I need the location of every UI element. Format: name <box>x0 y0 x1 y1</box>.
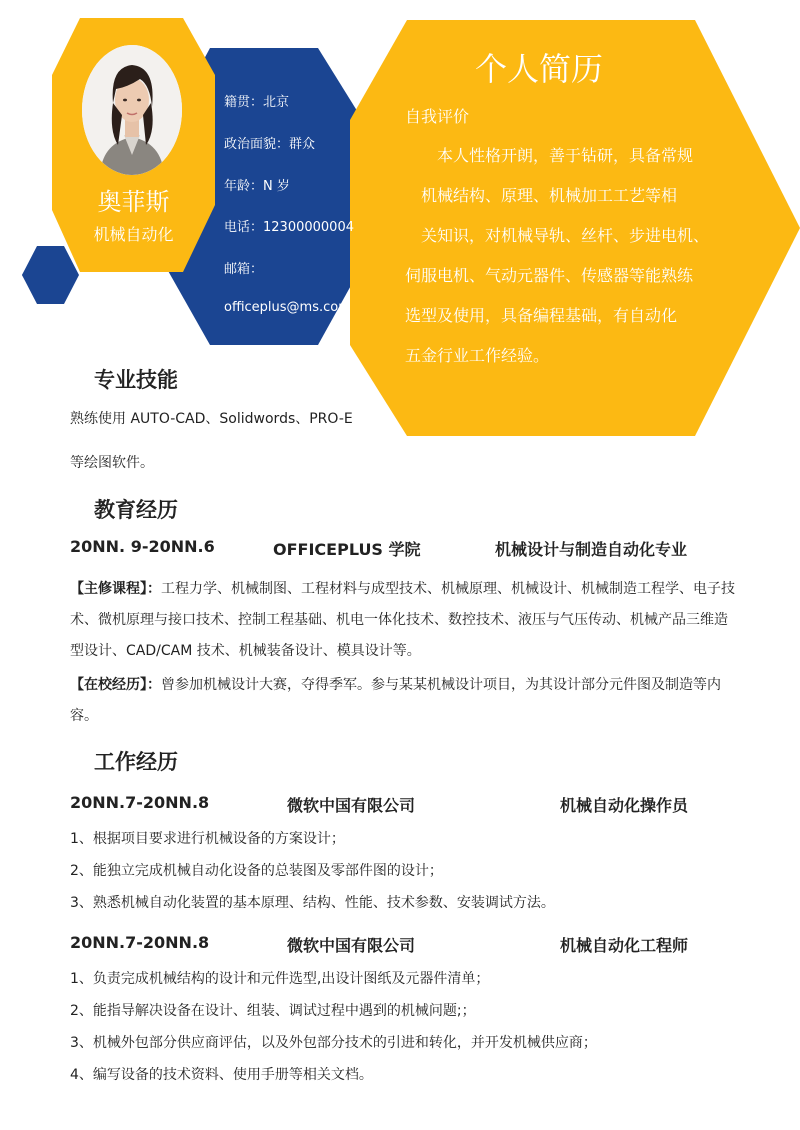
self-eval-line: 本人性格开朗，善于钻研，具备常规 <box>405 146 694 165</box>
education-heading: 教育经历 <box>94 498 178 522</box>
job-position: 机械自动化工程师 <box>560 936 689 955</box>
job-item: 1、负责完成机械结构的设计和元件选型,出设计图纸及元器件清单； <box>70 971 490 987</box>
skills-line-2: 等绘图软件。 <box>70 455 154 471</box>
campus-text: 曾参加机械设计大赛，夺得季军。参与某某机械设计项目，为其设计部分元件图及制造等内容。 <box>70 677 721 724</box>
info-native-place: 籍贯：北京 <box>224 95 290 110</box>
campus-label: 【在校经历】： <box>70 677 161 693</box>
self-eval-text <box>405 136 755 376</box>
avatar <box>82 45 182 175</box>
job-company: 微软中国有限公司 <box>287 936 416 955</box>
job-company: 微软中国有限公司 <box>287 796 416 815</box>
self-eval-line: 五金行业工作经验。 <box>405 346 550 365</box>
self-eval-line: 关知识，对机械导轨、丝杆、步进电机、 <box>405 226 710 245</box>
self-eval-line: 伺服电机、气动元器件、传感器等能熟练 <box>405 266 694 285</box>
education-period: 20NN. 9-20NN.6 <box>70 537 215 556</box>
profile-name: 奥菲斯 <box>97 188 170 216</box>
self-eval-heading: 自我评价 <box>405 107 470 126</box>
education-courses <box>70 574 735 667</box>
job-period: 20NN.7-20NN.8 <box>70 933 210 952</box>
job-item: 4、编写设备的技术资料、使用手册等相关文档。 <box>70 1067 373 1083</box>
portrait-photo <box>82 45 182 175</box>
info-age: 年龄：N 岁 <box>224 179 290 194</box>
job-item: 3、机械外包部分供应商评估，以及外包部分技术的引进和转化，并开发机械供应商； <box>70 1035 597 1051</box>
info-political-status: 政治面貌：群众 <box>224 137 316 152</box>
skills-line-1: 熟练使用 AUTO-CAD、Solidwords、PRO-E <box>70 411 353 427</box>
info-email-label: 邮箱： <box>224 262 264 277</box>
profile-major: 机械自动化 <box>93 225 174 244</box>
self-eval-line: 选型及使用，具备编程基础，有自动化 <box>405 306 678 325</box>
job-item: 1、根据项目要求进行机械设备的方案设计； <box>70 831 345 847</box>
job-item: 2、能指导解决设备在设计、组装、调试过程中遇到的机械问题;； <box>70 1003 476 1019</box>
courses-label: 【主修课程】： <box>70 581 161 597</box>
education-major: 机械设计与制造自动化专业 <box>495 540 688 559</box>
education-campus <box>70 670 735 732</box>
small-navy-hexagon-fill <box>22 246 79 304</box>
resume-title: 个人简历 <box>475 50 604 88</box>
skills-heading: 专业技能 <box>94 368 178 392</box>
work-heading: 工作经历 <box>94 750 178 774</box>
info-email[interactable]: officeplus@ms.com <box>224 300 351 315</box>
job-position: 机械自动化操作员 <box>560 796 689 815</box>
info-phone: 电话：12300000004 <box>224 220 354 235</box>
job-period: 20NN.7-20NN.8 <box>70 793 210 812</box>
job-item: 2、能独立完成机械自动化设备的总装图及零部件图的设计； <box>70 863 443 879</box>
courses-text: 工程力学、机械制图、工程材料与成型技术、机械原理、机械设计、机械制造工程学、电子技术、微机原理与接口技术、控制工程基础、机电一体化技术、数控技术、液压与气压传动、机械产品三维造型设计、CAD/CAM 技术、机械装备设计、模具设计等。 <box>70 581 735 659</box>
job-item: 3、熟悉机械自动化装置的基本原理、结构、性能、技术参数、安装调试方法。 <box>70 895 555 911</box>
self-eval-line: 机械结构、原理、机械加工工艺等相 <box>405 186 678 205</box>
education-school: OFFICEPLUS 学院 <box>273 540 421 559</box>
